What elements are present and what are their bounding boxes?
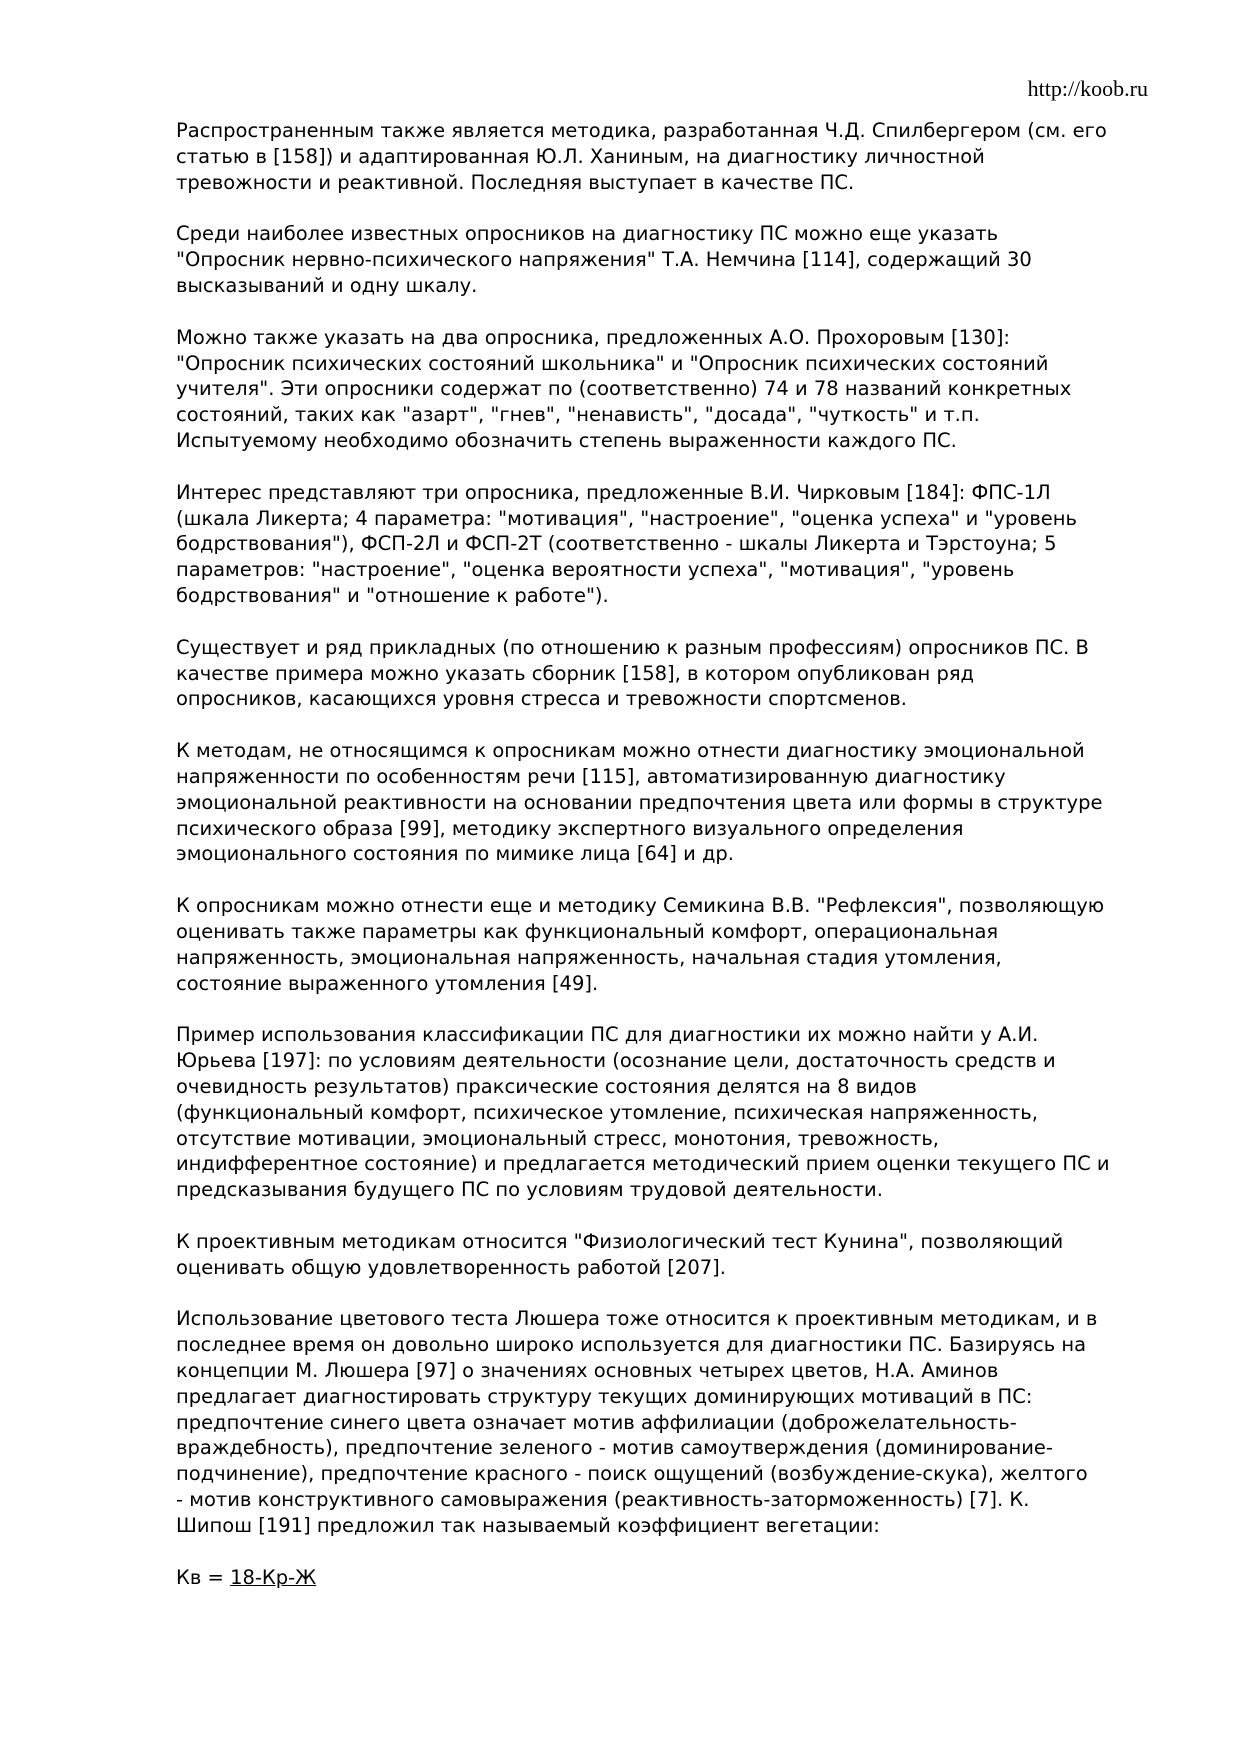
text-line: состояний, таких как "азарт", "гнев", "ненависть", "досада", "чуткость" и т.п. [176,403,980,427]
text-line: качестве примера можно указать сборник [158], в котором опубликован ряд [176,661,975,685]
paragraph [176,738,1168,867]
text-line: Использование цветового теста Люшера тоже относится к проективным методикам, и в [176,1307,1098,1331]
paragraph [176,1022,1168,1203]
text-line: Интерес представляют три опросника, предложенные В.И. Чирковым [184]: ФПС-1Л [176,480,1051,504]
text-line: последнее время он довольно широко используется для диагностики ПС. Базируясь на [176,1333,1087,1357]
text-line: предсказывания будущего ПС по условиям трудовой деятельности. [176,1178,883,1202]
text-line: Шипош [191] предложил так называемый коэффициент вегетации: [176,1513,880,1537]
text-line: (функциональный комфорт, психическое утомление, психическая напряженность, [176,1100,1038,1124]
text-line: статью в [158]) и адаптированная Ю.Л. Ханиным, на диагностику личностной [176,144,985,168]
text-line: концепции М. Люшера [97] о значениях основных четырех цветов, Н.А. Аминов [176,1359,999,1383]
text-line: бодрствования"), ФСП-2Л и ФСП-2Т (соответственно - шкалы Ликерта и Тэрстоуна; 5 [176,532,1057,556]
document-body [176,118,1168,1590]
paragraph [176,221,1168,298]
text-line: психического образа [99], методику экспертного визуального определения [176,816,964,840]
text-line: - мотив конструктивного самовыражения (реактивность-заторможенность) [7]. К. [176,1488,1030,1512]
text-line: параметров: "настроение", "оценка вероятности успеха", "мотивация", "уровень [176,558,1015,582]
paragraph [176,635,1168,712]
text-line: "Опросник психических состояний школьника" и "Опросник психических состояний [176,351,1049,375]
paragraph [176,480,1168,609]
text-line: предлагает диагностировать структуру текущих доминирующих мотиваций в ПС: [176,1384,1033,1408]
text-line: К проективным методикам относится "Физиологический тест Кунина", позволяющий [176,1229,1064,1253]
text-line: очевидность результатов) праксические состояния делятся на 8 видов [176,1074,917,1098]
text-line: предпочтение синего цвета означает мотив аффилиации (доброжелательность- [176,1410,1017,1434]
text-line: (шкала Ликерта; 4 параметра: "мотивация", "настроение", "оценка успеха" и "уровень [176,506,1078,530]
text-line: К методам, не относящимся к опросникам можно отнести диагностику эмоциональной [176,739,1085,763]
paragraph [176,1306,1168,1538]
text-line: Существует и ряд прикладных (по отношению к разным профессиям) опросников ПС. В [176,635,1089,659]
formula-numerator: 18-Кр-Ж [230,1565,317,1589]
formula [176,1565,1168,1591]
text-line: Испытуемому необходимо обозначить степень выраженности каждого ПС. [176,428,957,452]
text-line: Распространенным также является методика, разработанная Ч.Д. Спилбергером (см. его [176,119,1107,142]
paragraph [176,325,1168,454]
paragraph [176,1229,1168,1281]
text-line: К опросникам можно отнести еще и методику Семикина В.В. "Рефлексия", позволяющую [176,894,1105,918]
text-line: оценивать общую удовлетворенность работой [207]. [176,1255,726,1279]
text-line: тревожности и реактивной. Последняя выступает в качестве ПС. [176,170,855,194]
text-line: напряженность, эмоциональная напряженность, начальная стадия утомления, [176,945,1002,969]
text-line: индифферентное состояние) и предлагается методический прием оценки текущего ПС и [176,1152,1110,1176]
text-line: состояние выраженного утомления [49]. [176,971,599,995]
text-line: эмоционального состояния по мимике лица [64] и др. [176,842,735,866]
text-line: подчинение), предпочтение красного - поиск ощущений (возбуждение-скука), желтого [176,1462,1088,1486]
text-line: "Опросник нервно-психического напряжения" Т.А. Немчина [114], содержащий 30 [176,248,1032,272]
paragraph [176,118,1168,195]
text-line: напряженности по особенностям речи [115], автоматизированную диагностику [176,764,1006,788]
text-line: отсутствие мотивации, эмоциональный стресс, монотония, тревожность, [176,1126,940,1150]
text-line: Можно также указать на два опросника, предложенных А.О. Прохоровым [130]: [176,325,1010,349]
text-line: бодрствования" и "отношение к работе"). [176,583,609,607]
text-line: опросников, касающихся уровня стресса и тревожности спортсменов. [176,687,908,711]
text-line: Среди наиболее известных опросников на диагностику ПС можно еще указать [176,222,999,246]
text-line: высказываний и одну шкалу. [176,273,478,297]
text-line: Пример использования классификации ПС для диагностики их можно найти у А.И. [176,1023,1039,1047]
text-line: враждебность), предпочтение зеленого - мотив самоутверждения (доминирование- [176,1436,1053,1460]
header-url: http://koob.ru [1027,76,1148,101]
text-line: учителя". Эти опросники содержат по (соответственно) 74 и 78 названий конкретных [176,377,1072,401]
paragraph [176,893,1168,996]
text-line: оценивать также параметры как функциональный комфорт, операциональная [176,919,999,943]
paragraph-list [176,118,1168,1539]
text-line: Юрьева [197]: по условиям деятельности (осознание цели, достаточность средств и [176,1049,1056,1073]
text-line: эмоциональной реактивности на основании предпочтения цвета или формы в структуре [176,790,1103,814]
formula-lhs: Кв = [176,1565,231,1589]
